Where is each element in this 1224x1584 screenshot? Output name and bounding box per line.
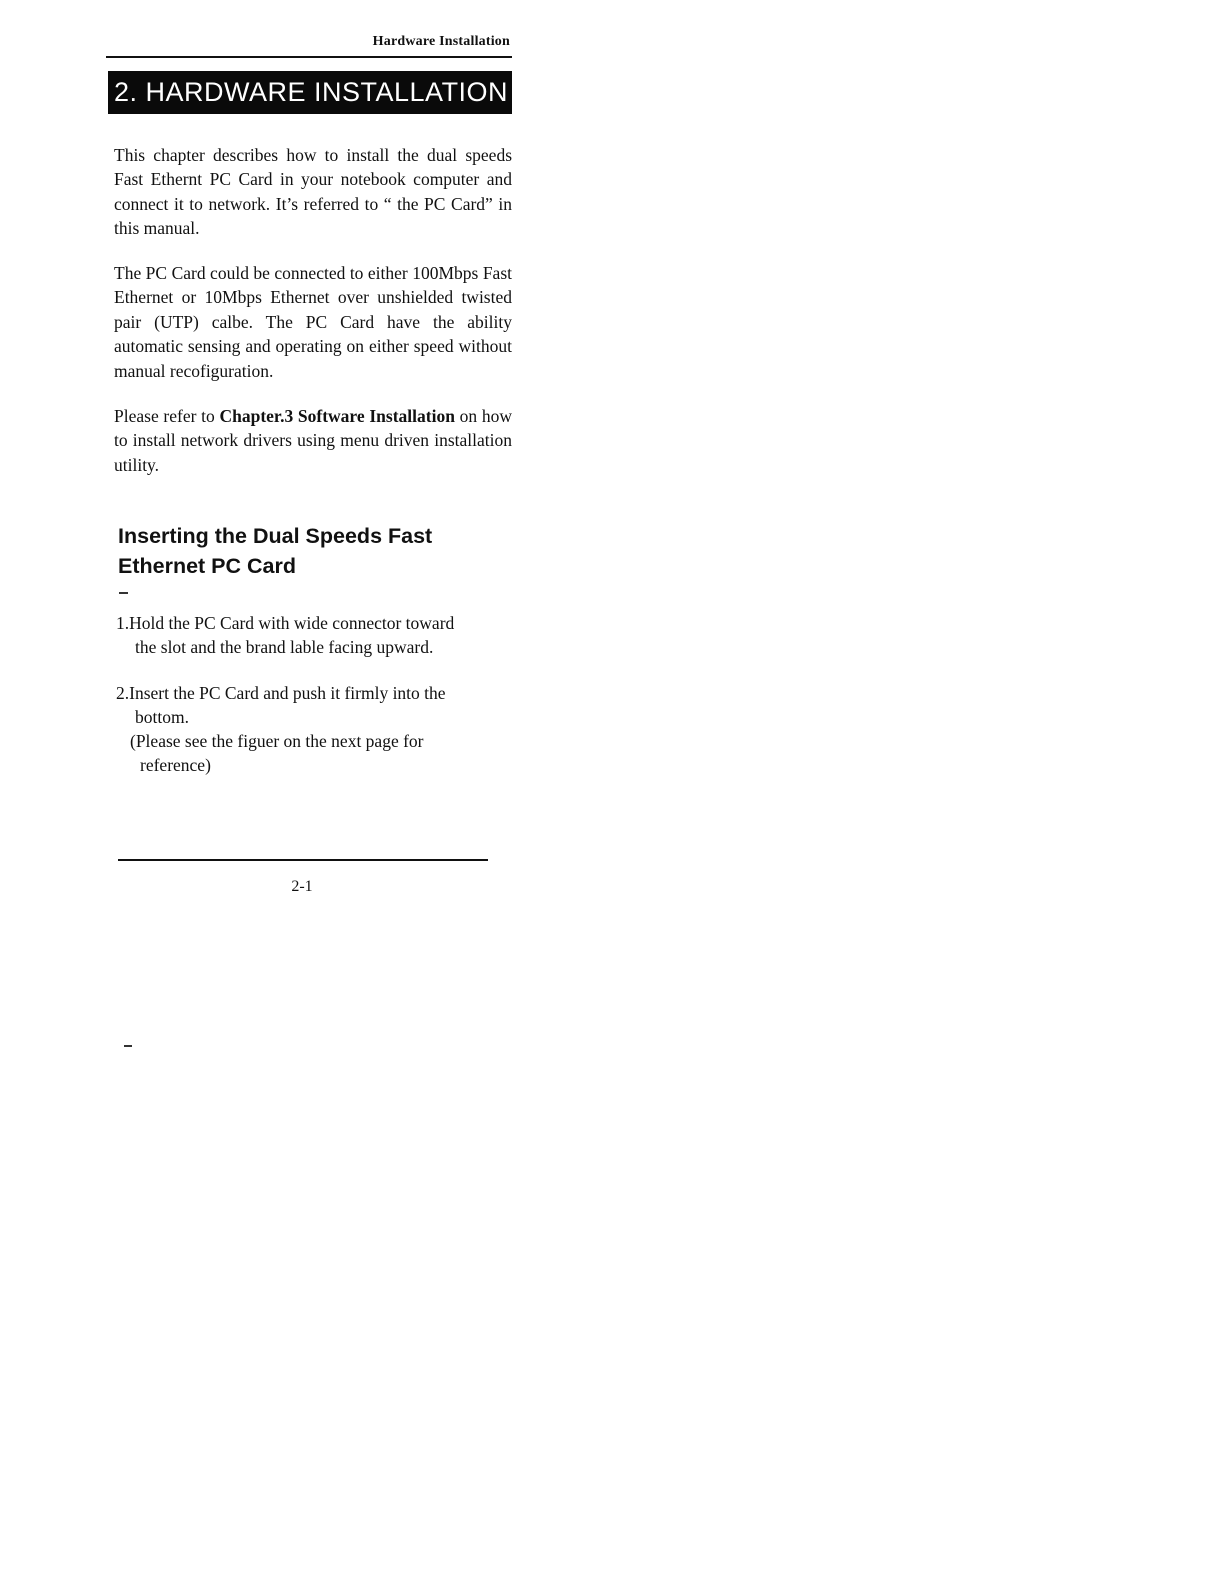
step-item [116,681,518,730]
running-header: Hardware Installation [372,34,510,49]
reference-paragraph [114,404,512,477]
step-text-continued: bottom. [135,707,189,728]
footer-rule [118,859,488,861]
speck-1 [119,592,128,594]
reference-tail: on how to install network drivers using menu driven installation utility. [114,406,513,475]
figure-note-line2: reference) [140,755,211,776]
reference-lead: Please refer to [114,406,220,426]
section-heading-line2: Ethernet PC Card [118,554,297,578]
step-text: Hold the PC Card with wide connector toward [129,613,455,633]
section-heading-line1: Inserting the Dual Speeds Fast [118,524,433,548]
step-item [116,611,518,660]
figure-note-line1: (Please see the figuer on the next page for [130,731,424,751]
speck-2 [124,1045,132,1047]
chapter-banner: 2. HARDWARE INSTALLATION [108,71,512,114]
step-text-continued: the slot and the brand lable facing upward. [135,637,434,658]
intro-paragraph: This chapter describes how to install the dual speeds Fast Ethernt PC Card in your notebook computer and connect it to network. It’s referred to “ the PC Card” in this manual. [114,145,512,239]
chapter-reference: Chapter.3 Software Installation [219,406,455,426]
figure-note [130,729,518,778]
header-rule [106,56,512,58]
step-number: 1. [116,613,130,633]
step-number: 2. [116,683,130,703]
section-heading [118,521,498,581]
connection-paragraph: The PC Card could be connected to either 100Mbps Fast Ethernet or 10Mbps Ethernet over unshielded twisted pair (UTP) calbe. The PC Card have the ability automatic sensing and operating on either speed without manual recofiguration. [114,263,512,381]
page-number: 2-1 [291,878,313,895]
step-text: Insert the PC Card and push it firmly into the [129,683,446,703]
